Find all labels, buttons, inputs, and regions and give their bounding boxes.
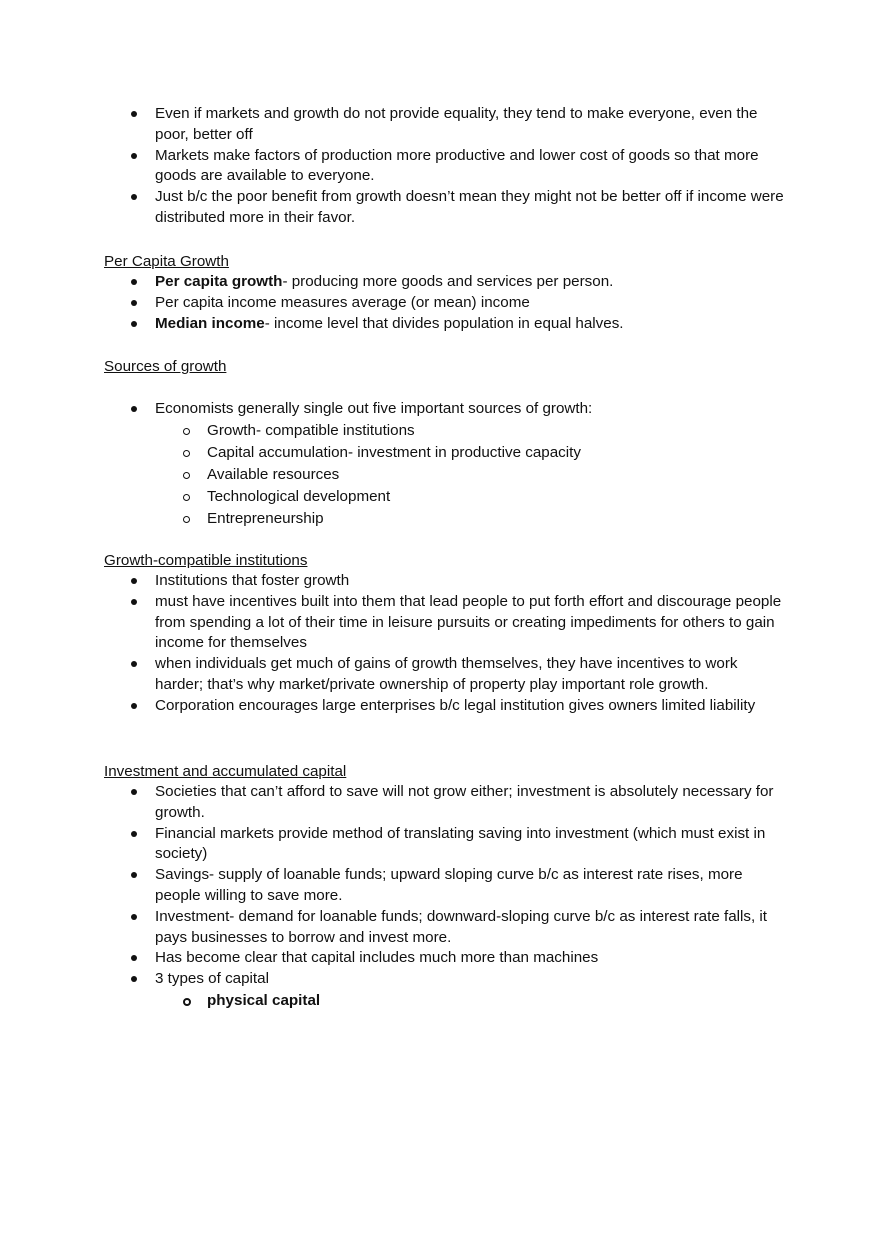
sub-list-item xyxy=(104,990,784,1012)
sources-sublist xyxy=(104,420,784,530)
list-item: Has become clear that capital includes much more than machines xyxy=(104,948,784,969)
intro-list xyxy=(104,104,784,229)
section-heading: Growth-compatible institutions xyxy=(104,552,308,569)
sub-list-item: Capital accumulation- investment in productive capacity xyxy=(104,442,784,464)
list-item: Savings- supply of loanable funds; upward sloping curve b/c as interest rate rises, more people willing to save more. xyxy=(104,865,784,907)
institutions-list xyxy=(104,571,784,717)
list-item xyxy=(104,272,784,293)
sub-list-item: Growth- compatible institutions xyxy=(104,420,784,442)
sources-list xyxy=(104,399,784,420)
sources-section xyxy=(104,356,784,530)
list-item: 3 types of capital xyxy=(104,969,784,990)
per-capita-list xyxy=(104,272,784,334)
sub-list-item: Available resources xyxy=(104,464,784,486)
list-item: Economists generally single out five important sources of growth: xyxy=(104,399,784,420)
section-heading: Sources of growth xyxy=(104,358,227,375)
sub-list-item: Entrepreneurship xyxy=(104,508,784,530)
list-item: Financial markets provide method of translating saving into investment (which must exist in society) xyxy=(104,824,784,866)
list-item: Investment- demand for loanable funds; downward-sloping curve b/c as interest rate falls, it pays businesses to borrow and invest more. xyxy=(104,907,784,949)
per-capita-section xyxy=(104,251,784,334)
list-item: Even if markets and growth do not provide equality, they tend to make everyone, even the poor, better off xyxy=(104,104,784,146)
intro-section xyxy=(104,104,784,229)
list-item: Corporation encourages large enterprises b/c legal institution gives owners limited liability xyxy=(104,696,784,717)
investment-list xyxy=(104,782,784,990)
list-item: Societies that can’t afford to save will not grow either; investment is absolutely necessary for growth. xyxy=(104,782,784,824)
list-item: Markets make factors of production more productive and lower cost of goods so that more goods are available to everyone. xyxy=(104,146,784,188)
institutions-section xyxy=(104,550,784,717)
section-heading: Investment and accumulated capital xyxy=(104,763,347,780)
list-item: Per capita income measures average (or mean) income xyxy=(104,293,784,314)
list-item: Institutions that foster growth xyxy=(104,571,784,592)
sub-list-item: Technological development xyxy=(104,486,784,508)
list-item: must have incentives built into them that lead people to put forth effort and discourage people from spending a lot of their time in leisure pursuits or creating impediments for others to gain income for themselves xyxy=(104,592,784,654)
list-item: Just b/c the poor benefit from growth doesn’t mean they might not be better off if income were distributed more in their favor. xyxy=(104,187,784,229)
definition: - producing more goods and services per person. xyxy=(282,273,614,290)
list-item xyxy=(104,314,784,335)
investment-section xyxy=(104,761,784,1012)
capital-types-sublist xyxy=(104,990,784,1012)
term: Median income xyxy=(155,314,265,332)
definition: - income level that divides population in equal halves. xyxy=(264,314,624,332)
term: physical capital xyxy=(207,991,321,1009)
section-heading: Per Capita Growth xyxy=(104,253,229,270)
list-item: when individuals get much of gains of growth themselves, they have incentives to work harder; that’s why market/private ownership of property play important role growth. xyxy=(104,654,784,696)
term: Per capita growth xyxy=(155,273,283,290)
